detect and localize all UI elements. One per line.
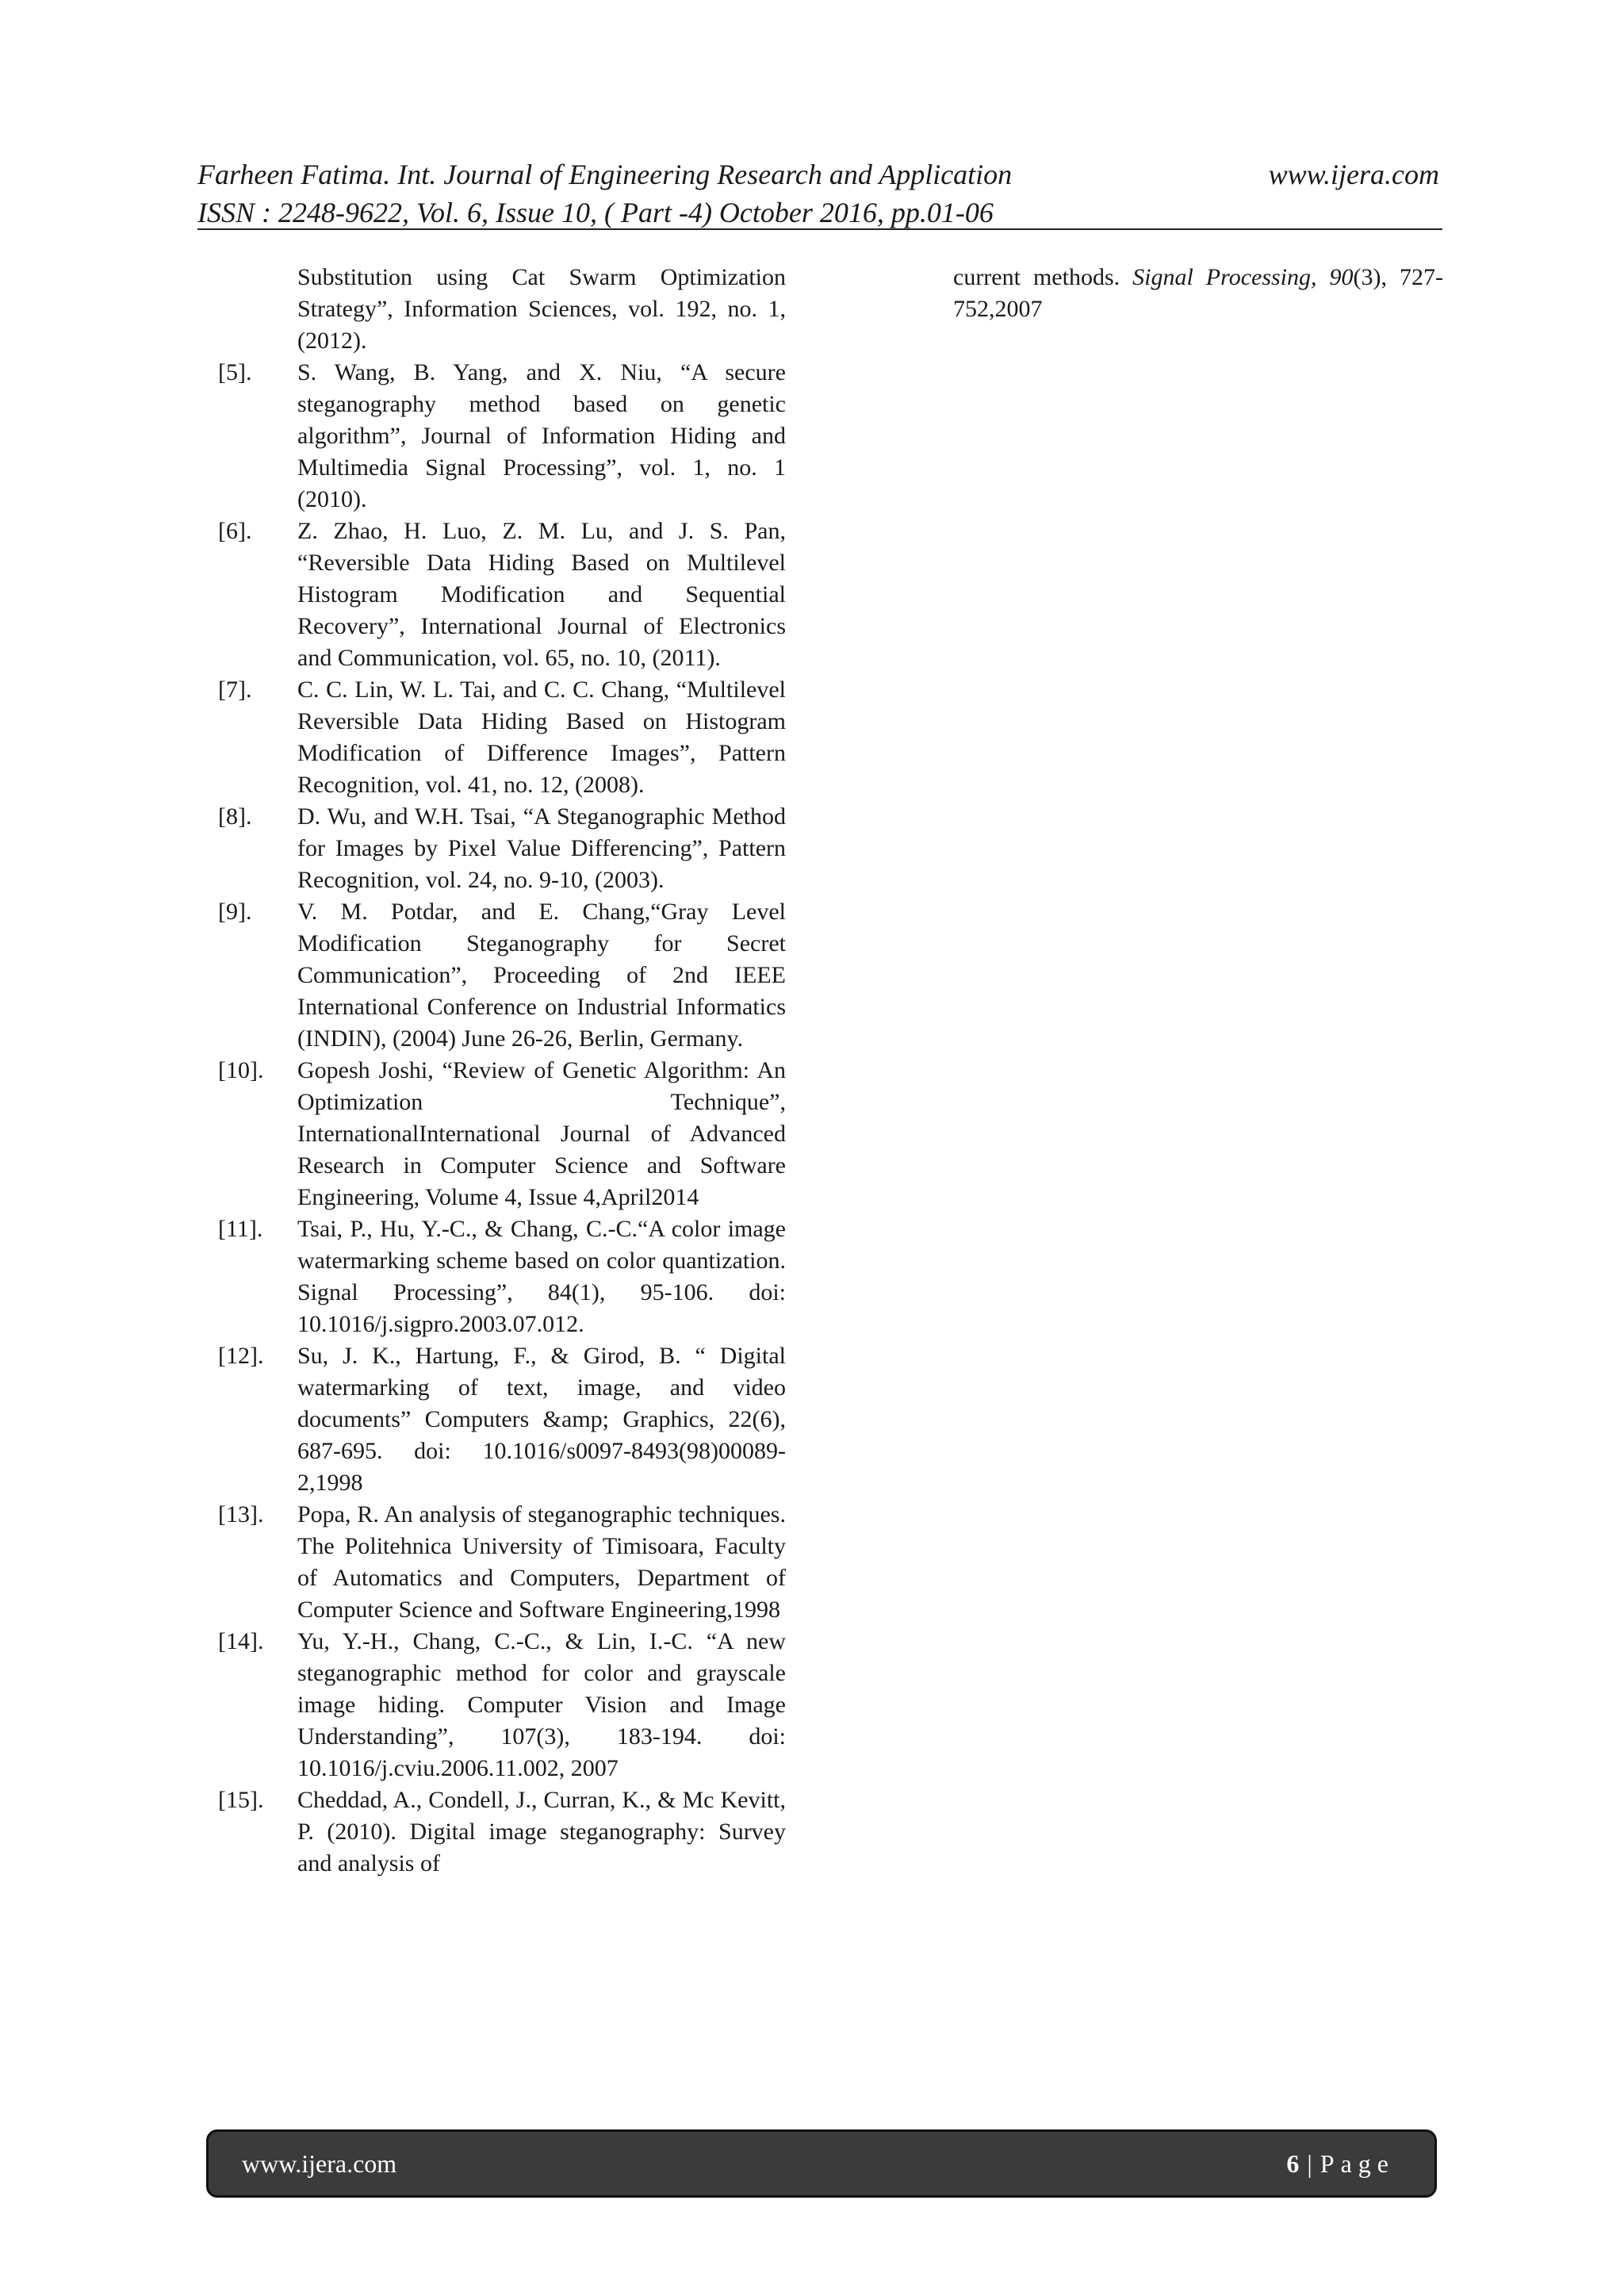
reference-number: [13]. [218, 1501, 264, 1527]
reference-number: [6]. [218, 518, 252, 544]
reference-item [218, 1213, 786, 1340]
reference-number: [8]. [218, 803, 252, 830]
ref-text-before: current methods. [953, 264, 1133, 290]
reference-list [218, 357, 786, 1880]
reference-continuation: Substitution using Cat Swarm Optimization Strategy”, Information Sciences, vol. 192, no. 1, (2012). [297, 264, 786, 354]
issn-line: ISSN : 2248-9622, Vol. 6, Issue 10, ( Part -4) October 2016, pp.01-06 [197, 197, 994, 228]
journal-citation: Farheen Fatima. Int. Journal of Engineering Research and Application [197, 159, 1013, 190]
reference-item [218, 1340, 786, 1499]
reference-number: [5]. [218, 359, 252, 385]
reference-text: Cheddad, A., Condell, J., Curran, K., & Mc Kevitt, P. (2010). Digital image steganography: Survey and analysis of [297, 1787, 786, 1876]
reference-item [218, 801, 786, 896]
reference-item [218, 357, 786, 516]
reference-number: [14]. [218, 1628, 264, 1654]
reference-number: [10]. [218, 1057, 264, 1083]
reference-text: V. M. Potdar, and E. Chang,“Gray Level Modification Steganography for Secret Communication”, Proceeding of 2nd IEEE International Conference on Industrial Informatics (INDIN), (2004) June 26-26, Berlin, Germany. [297, 899, 786, 1052]
reference-number: [7]. [218, 677, 252, 703]
reference-item [218, 1626, 786, 1784]
reference-item [218, 674, 786, 801]
reference-text: D. Wu, and W.H. Tsai, “A Steganographic Method for Images by Pixel Value Differencing”, Pattern Recognition, vol. 24, no. 9-10, (2003). [297, 803, 786, 893]
reference-text: C. C. Lin, W. L. Tai, and C. C. Chang, “Multilevel Reversible Data Hiding Based on Histogram Modification of Difference Images”, Pattern Recognition, vol. 41, no. 12, (2008). [297, 677, 786, 798]
reference-text: Su, J. K., Hartung, F., & Girod, B. “ Digital watermarking of text, image, and video documents” Computers &amp; Graphics, 22(6), 687-695. doi: 10.1016/s0097-8493(98)00089-2,1998 [297, 1343, 786, 1496]
reference-item [218, 896, 786, 1055]
running-header [197, 155, 1439, 232]
reference-number: [15]. [218, 1787, 264, 1813]
reference-text: Popa, R. An analysis of steganographic techniques. The Politehnica University of Timisoara, Faculty of Automatics and Computers, Department of Computer Science and Software Engineering,1998 [297, 1501, 786, 1623]
ref-journal-italic: Signal Processing, 90 [1132, 264, 1354, 290]
reference-number: [11]. [218, 1216, 263, 1242]
journal-website: www.ijera.com [1268, 159, 1439, 190]
page-footer [206, 2129, 1437, 2198]
reference-item [218, 1499, 786, 1626]
reference-text: S. Wang, B. Yang, and X. Niu, “A secure steganography method based on genetic algorithm”, Journal of Information Hiding and Multimedia Signal Processing”, vol. 1, no. 1 (2010). [297, 359, 786, 512]
footer-website: www.ijera.com [242, 2148, 397, 2178]
page-indicator [1286, 2149, 1395, 2179]
reference-item [218, 1784, 786, 1880]
reference-item [218, 516, 786, 674]
reference-item [218, 1055, 786, 1213]
reference-number: [12]. [218, 1343, 264, 1369]
reference-text: Yu, Y.-H., Chang, C.-C., & Lin, I.-C. “A new steganographic method for color and grayscale image hiding. Computer Vision and Image Understanding”, 107(3), 183-194. doi: 10.1016/j.cviu.2006.11.002, 2007 [297, 1628, 786, 1781]
references-right-column [953, 262, 1443, 325]
page-separator: | [1307, 2148, 1312, 2178]
ref-text-after: (3), 727-752,2007 [953, 264, 1443, 322]
page-number: 6 [1286, 2148, 1300, 2178]
reference-text: Z. Zhao, H. Luo, Z. M. Lu, and J. S. Pan, “Reversible Data Hiding Based on Multilevel Histogram Modification and Sequential Recovery”, International Journal of Electronics and Communication, vol. 65, no. 10, (2011). [297, 518, 786, 671]
reference-number: [9]. [218, 899, 252, 925]
references-left-column [218, 262, 786, 1880]
reference-text: Gopesh Joshi, “Review of Genetic Algorithm: An Optimization Technique”, InternationalInternational Journal of Advanced Research in Computer Science and Software Engineering, Volume 4, Issue 4,April2014 [297, 1057, 786, 1210]
page-label: Page [1320, 2148, 1395, 2178]
header-divider [197, 228, 1442, 230]
reference-continuation-right [953, 262, 1443, 325]
reference-text: Tsai, P., Hu, Y.-C., & Chang, C.-C.“A color image watermarking scheme based on color quantization. Signal Processing”, 84(1), 95-106. doi: 10.1016/j.sigpro.2003.07.012. [297, 1216, 786, 1337]
